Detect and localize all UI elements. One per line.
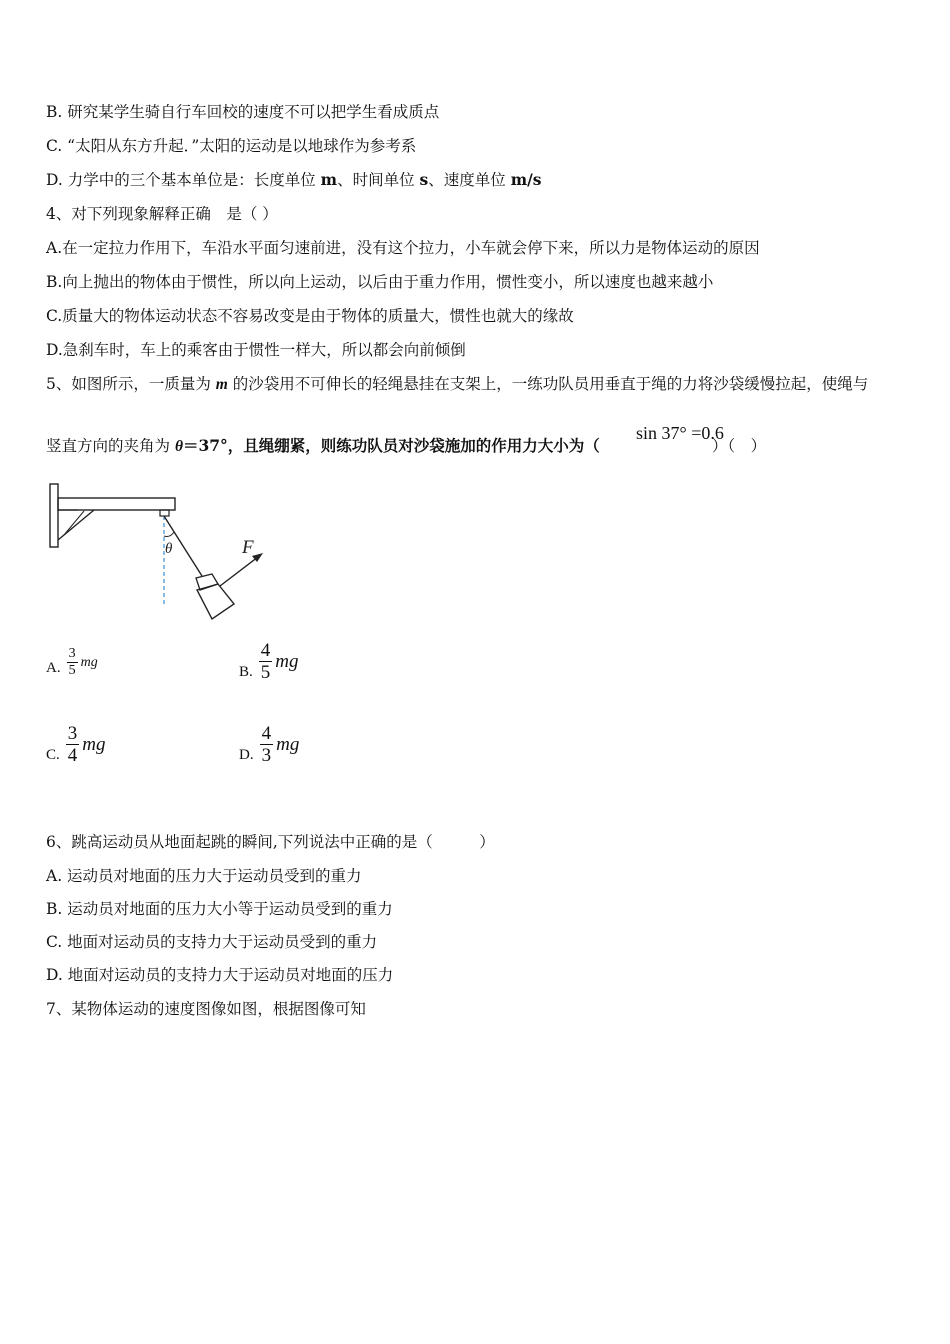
q5-text-4: ＝37°，且绳绷紧，则练功队员对沙袋施加的作用力大小为（	[182, 436, 600, 455]
question6-option-a: A. 运动员对地面的压力大于运动员受到的重力	[46, 867, 362, 885]
question6-option-b: B. 运动员对地面的压力大小等于运动员受到的重力	[46, 900, 393, 918]
theta-symbol: θ	[174, 438, 183, 455]
unit-m-per-s: m/s	[510, 170, 542, 189]
q3d-text-2: 、时间单位	[337, 171, 420, 189]
option-d-denominator: 3	[261, 745, 272, 766]
option-b-denominator: 5	[260, 662, 271, 683]
angle-label: θ	[165, 541, 173, 557]
option-c-denominator: 4	[67, 745, 78, 766]
question3-option-d	[46, 170, 541, 190]
option-d-unit: mg	[276, 733, 300, 755]
unit-s: s	[419, 170, 429, 189]
brace-diagonal	[58, 510, 94, 540]
option-a-fraction	[67, 646, 78, 679]
brace-diagonal-inner	[64, 511, 84, 535]
wall	[50, 484, 58, 547]
question4-option-a: A.在一定拉力作用下，车沿水平面匀速前进，没有这个拉力，小车就会停下来，所以力是物体运动的原因	[46, 239, 760, 257]
question6-option-c: C. 地面对运动员的支持力大于运动员受到的重力	[46, 933, 378, 951]
q5-text-3: 竖直方向的夹角为	[46, 437, 175, 455]
question6-stem: 6、跳高运动员从地面起跳的瞬间,下列说法中正确的是（ ）	[46, 833, 495, 851]
option-b-unit: mg	[275, 650, 299, 672]
option-a-denominator: 5	[68, 663, 76, 678]
mass-symbol: m	[215, 376, 228, 393]
option-a-unit: mg	[80, 654, 98, 670]
question5-option-a	[46, 646, 98, 679]
option-c-label: C.	[46, 747, 60, 763]
unit-m: m	[320, 170, 338, 189]
question6-option-d: D. 地面对运动员的支持力大于运动员对地面的压力	[46, 966, 394, 984]
option-c-unit: mg	[82, 733, 106, 755]
angle-arc	[164, 532, 174, 537]
force-arrow-shaft	[220, 557, 258, 586]
question5-option-c	[46, 723, 106, 766]
pendulum-figure	[44, 480, 284, 625]
question3-option-b: B. 研究某学生骑自行车回校的速度不可以把学生看成质点	[46, 103, 440, 121]
option-a-numerator: 3	[68, 646, 76, 661]
q5-text-2: 的沙袋用不可伸长的轻绳悬挂在支架上，一练功队员用垂直于绳的力将沙袋缓慢拉起，使绳与	[227, 375, 869, 393]
question5-stem-line1	[46, 374, 868, 395]
option-d-label: D.	[239, 747, 254, 763]
option-b-numerator: 4	[260, 640, 271, 661]
option-d-numerator: 4	[261, 723, 272, 744]
question5-option-b	[239, 640, 299, 683]
question7-stem: 7、某物体运动的速度图像如图，根据图像可知	[46, 1000, 366, 1018]
question5-option-d	[239, 723, 299, 766]
option-b-label: B.	[239, 664, 253, 680]
horizontal-beam	[58, 498, 175, 510]
force-label: F	[242, 537, 254, 558]
option-a-label: A.	[46, 660, 61, 676]
q5-text-5: ）（ ）	[711, 437, 767, 455]
q3d-text-3: 、速度单位	[428, 171, 511, 189]
option-c-fraction	[66, 723, 80, 766]
option-c-numerator: 3	[67, 723, 78, 744]
option-b-fraction	[259, 640, 273, 683]
question4-option-d: D.急刹车时，车上的乘客由于惯性一样大，所以都会向前倾倒	[46, 341, 466, 359]
q5-text-1: 5、如图所示，一质量为	[46, 375, 216, 393]
sin-expression: sin 37° =0.6	[636, 423, 724, 443]
question4-option-b: B.向上抛出的物体由于惯性，所以向上运动，以后由于重力作用，惯性变小，所以速度也越来越小	[46, 273, 714, 291]
question4-option-c: C.质量大的物体运动状态不容易改变是由于物体的质量大，惯性也就大的缘故	[46, 307, 574, 325]
question3-option-c: C. “太阳从东方升起．”太阳的运动是以地球作为参考系	[46, 137, 417, 155]
question4-stem: 4、对下列现象解释正确 是（ ）	[46, 205, 278, 223]
option-d-fraction	[260, 723, 274, 766]
hook-block	[160, 510, 169, 516]
q3d-text-1: D. 力学中的三个基本单位是：长度单位	[46, 171, 321, 189]
